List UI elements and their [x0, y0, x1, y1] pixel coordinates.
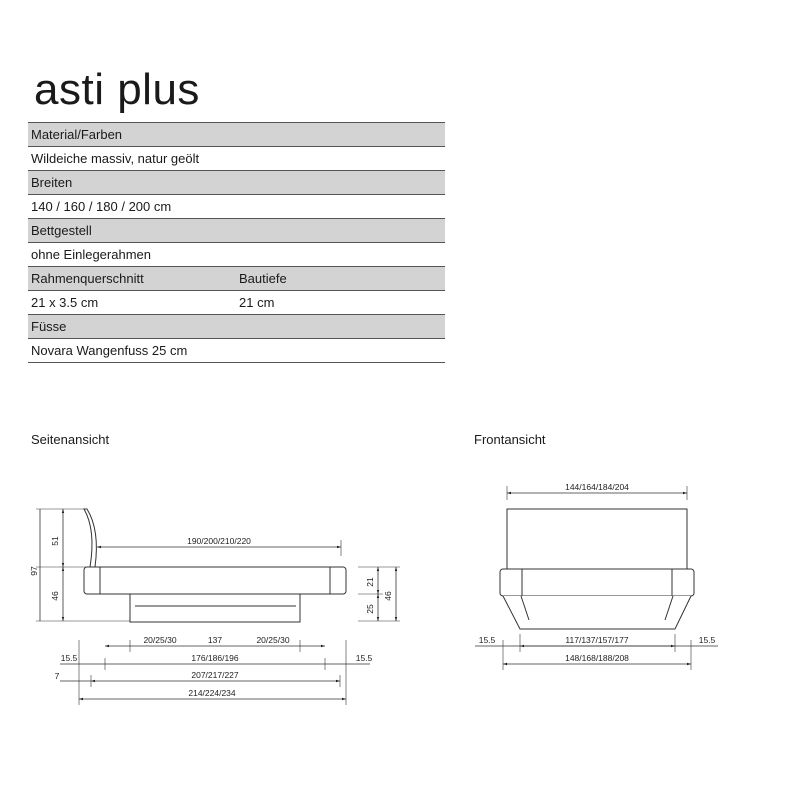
- dim-outer: 207/217/227: [191, 670, 239, 680]
- dim-headboard: 51: [50, 536, 60, 546]
- spec-header-material: Material/Farben: [28, 123, 445, 147]
- dim-frame-21: 21: [365, 577, 375, 587]
- spec-header-fuesse: Füsse: [28, 315, 445, 339]
- dim-headboard-depth: 7: [54, 671, 60, 681]
- spec-value-material: Wildeiche massiv, natur geölt: [28, 147, 445, 171]
- product-title: asti plus: [34, 65, 200, 114]
- spec-header-bettgestell: Bettgestell: [28, 219, 445, 243]
- dim-left-seg: 20/25/30: [143, 635, 177, 645]
- bed-base-front: [503, 596, 691, 629]
- rahmen-value: 21 x 3.5 cm: [31, 295, 99, 310]
- rahmen-header: Rahmenquerschnitt: [31, 271, 144, 286]
- bautiefe-header: Bautiefe: [239, 271, 287, 286]
- dim-leg-25: 25: [365, 604, 375, 614]
- spec-value-breiten: 140 / 160 / 180 / 200 cm: [28, 195, 445, 219]
- front-view-label: Frontansicht: [474, 432, 546, 447]
- bed-frame-side: [84, 567, 346, 594]
- front-dim-outer: 148/168/188/208: [565, 653, 629, 663]
- headboard-front: [507, 509, 687, 569]
- side-view-label: Seitenansicht: [31, 432, 110, 447]
- dim-offset-left: 15.5: [60, 653, 78, 663]
- dim-offset-right: 15.5: [355, 653, 373, 663]
- dim-right-seg: 20/25/30: [256, 635, 290, 645]
- dim-lower: 46: [50, 591, 60, 601]
- dim-length: 190/200/210/220: [187, 536, 251, 546]
- dim-mid-seg: 137: [207, 635, 223, 645]
- front-dim-top-width: 144/164/184/204: [565, 482, 629, 492]
- front-dim-inner: 117/137/157/177: [565, 635, 629, 645]
- spec-value-fuesse: Novara Wangenfuss 25 cm: [28, 339, 445, 363]
- dim-total-height: 97: [29, 566, 39, 576]
- bed-leg-runner: [130, 594, 300, 622]
- dim-total-length: 214/224/234: [188, 688, 236, 698]
- front-dim-offset-left: 15.5: [478, 635, 496, 645]
- spec-value-bettgestell: ohne Einlegerahmen: [28, 243, 445, 267]
- headboard-shape: [84, 509, 96, 567]
- dim-inner: 176/186/196: [191, 653, 239, 663]
- front-dim-offset-right: 15.5: [698, 635, 716, 645]
- bautiefe-value: 21 cm: [239, 295, 275, 310]
- spec-header-breiten: Breiten: [28, 171, 445, 195]
- dim-height-46: 46: [383, 591, 393, 601]
- bed-frame-front: [500, 569, 694, 596]
